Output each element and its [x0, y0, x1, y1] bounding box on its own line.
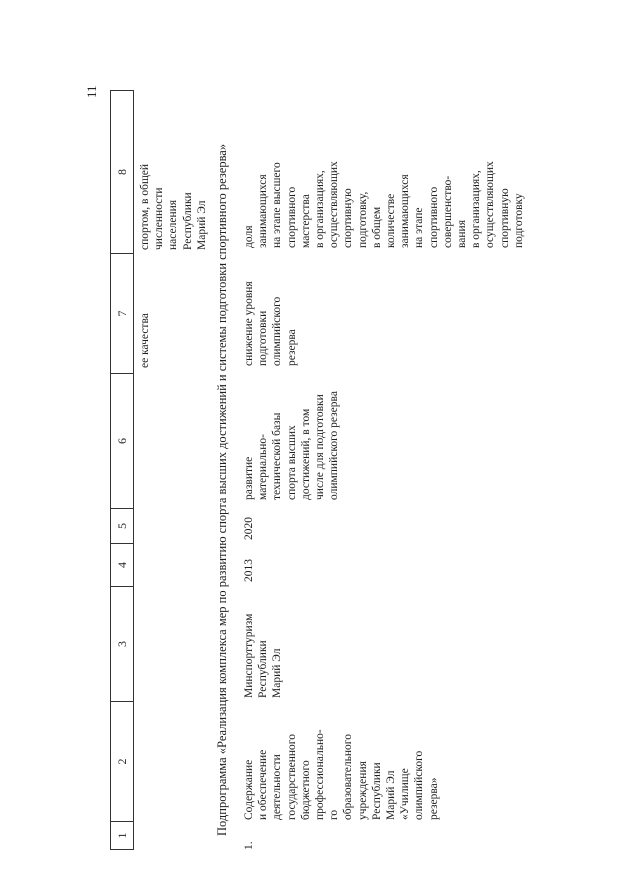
row1-start-year: 2013: [243, 559, 255, 582]
row1-executor: Минспорттуризм Республики Марий Эл: [243, 613, 284, 698]
column-header-1: 1: [111, 822, 133, 850]
top-row-indicator: спортом, в общей численности населения Республики Марий Эл: [139, 163, 208, 250]
row1-end-year: 2020: [243, 517, 255, 540]
row1-number: 1.: [243, 841, 255, 850]
top-row-consequence: ее качества: [139, 313, 151, 368]
table-header-row: [110, 90, 134, 850]
column-header-3: 3: [111, 587, 133, 702]
column-header-7: 7: [111, 254, 133, 374]
row1-result: развитие материально- технической базы спорта высших достижений, в том числе для подготовки олимпийского резерва: [243, 391, 341, 500]
column-header-5: 5: [111, 509, 133, 544]
row1-name: Содержание и обеспечение деятельности государственного бюджетного профессионально- го образовательного учреждения Республики Марий Эл «Училище олимпийского резерва»: [243, 729, 440, 820]
rotated-table-page: [110, 70, 620, 850]
page-number: 11: [84, 85, 99, 98]
column-header-4: 4: [111, 544, 133, 587]
row1-indicator: доля занимающихся на этапе высшего спортивного мастерства в организациях, осуществляющих спортивную подготовку, в общем количестве занимающихся на этапе спортивного совершенство- вания в организациях, осуществляющих спортивную подготовку: [243, 161, 525, 248]
column-header-8: 8: [111, 90, 133, 254]
subprogram-title: Подпрограмма «Реализация комплекса мер по развитию спорта высших достижений и системы подготовки спортивного резерва»: [215, 143, 229, 836]
column-header-2: 2: [111, 702, 133, 822]
row1-consequence: снижение уровня подготовки олимпийского резерва: [243, 281, 298, 366]
column-header-6: 6: [111, 374, 133, 509]
